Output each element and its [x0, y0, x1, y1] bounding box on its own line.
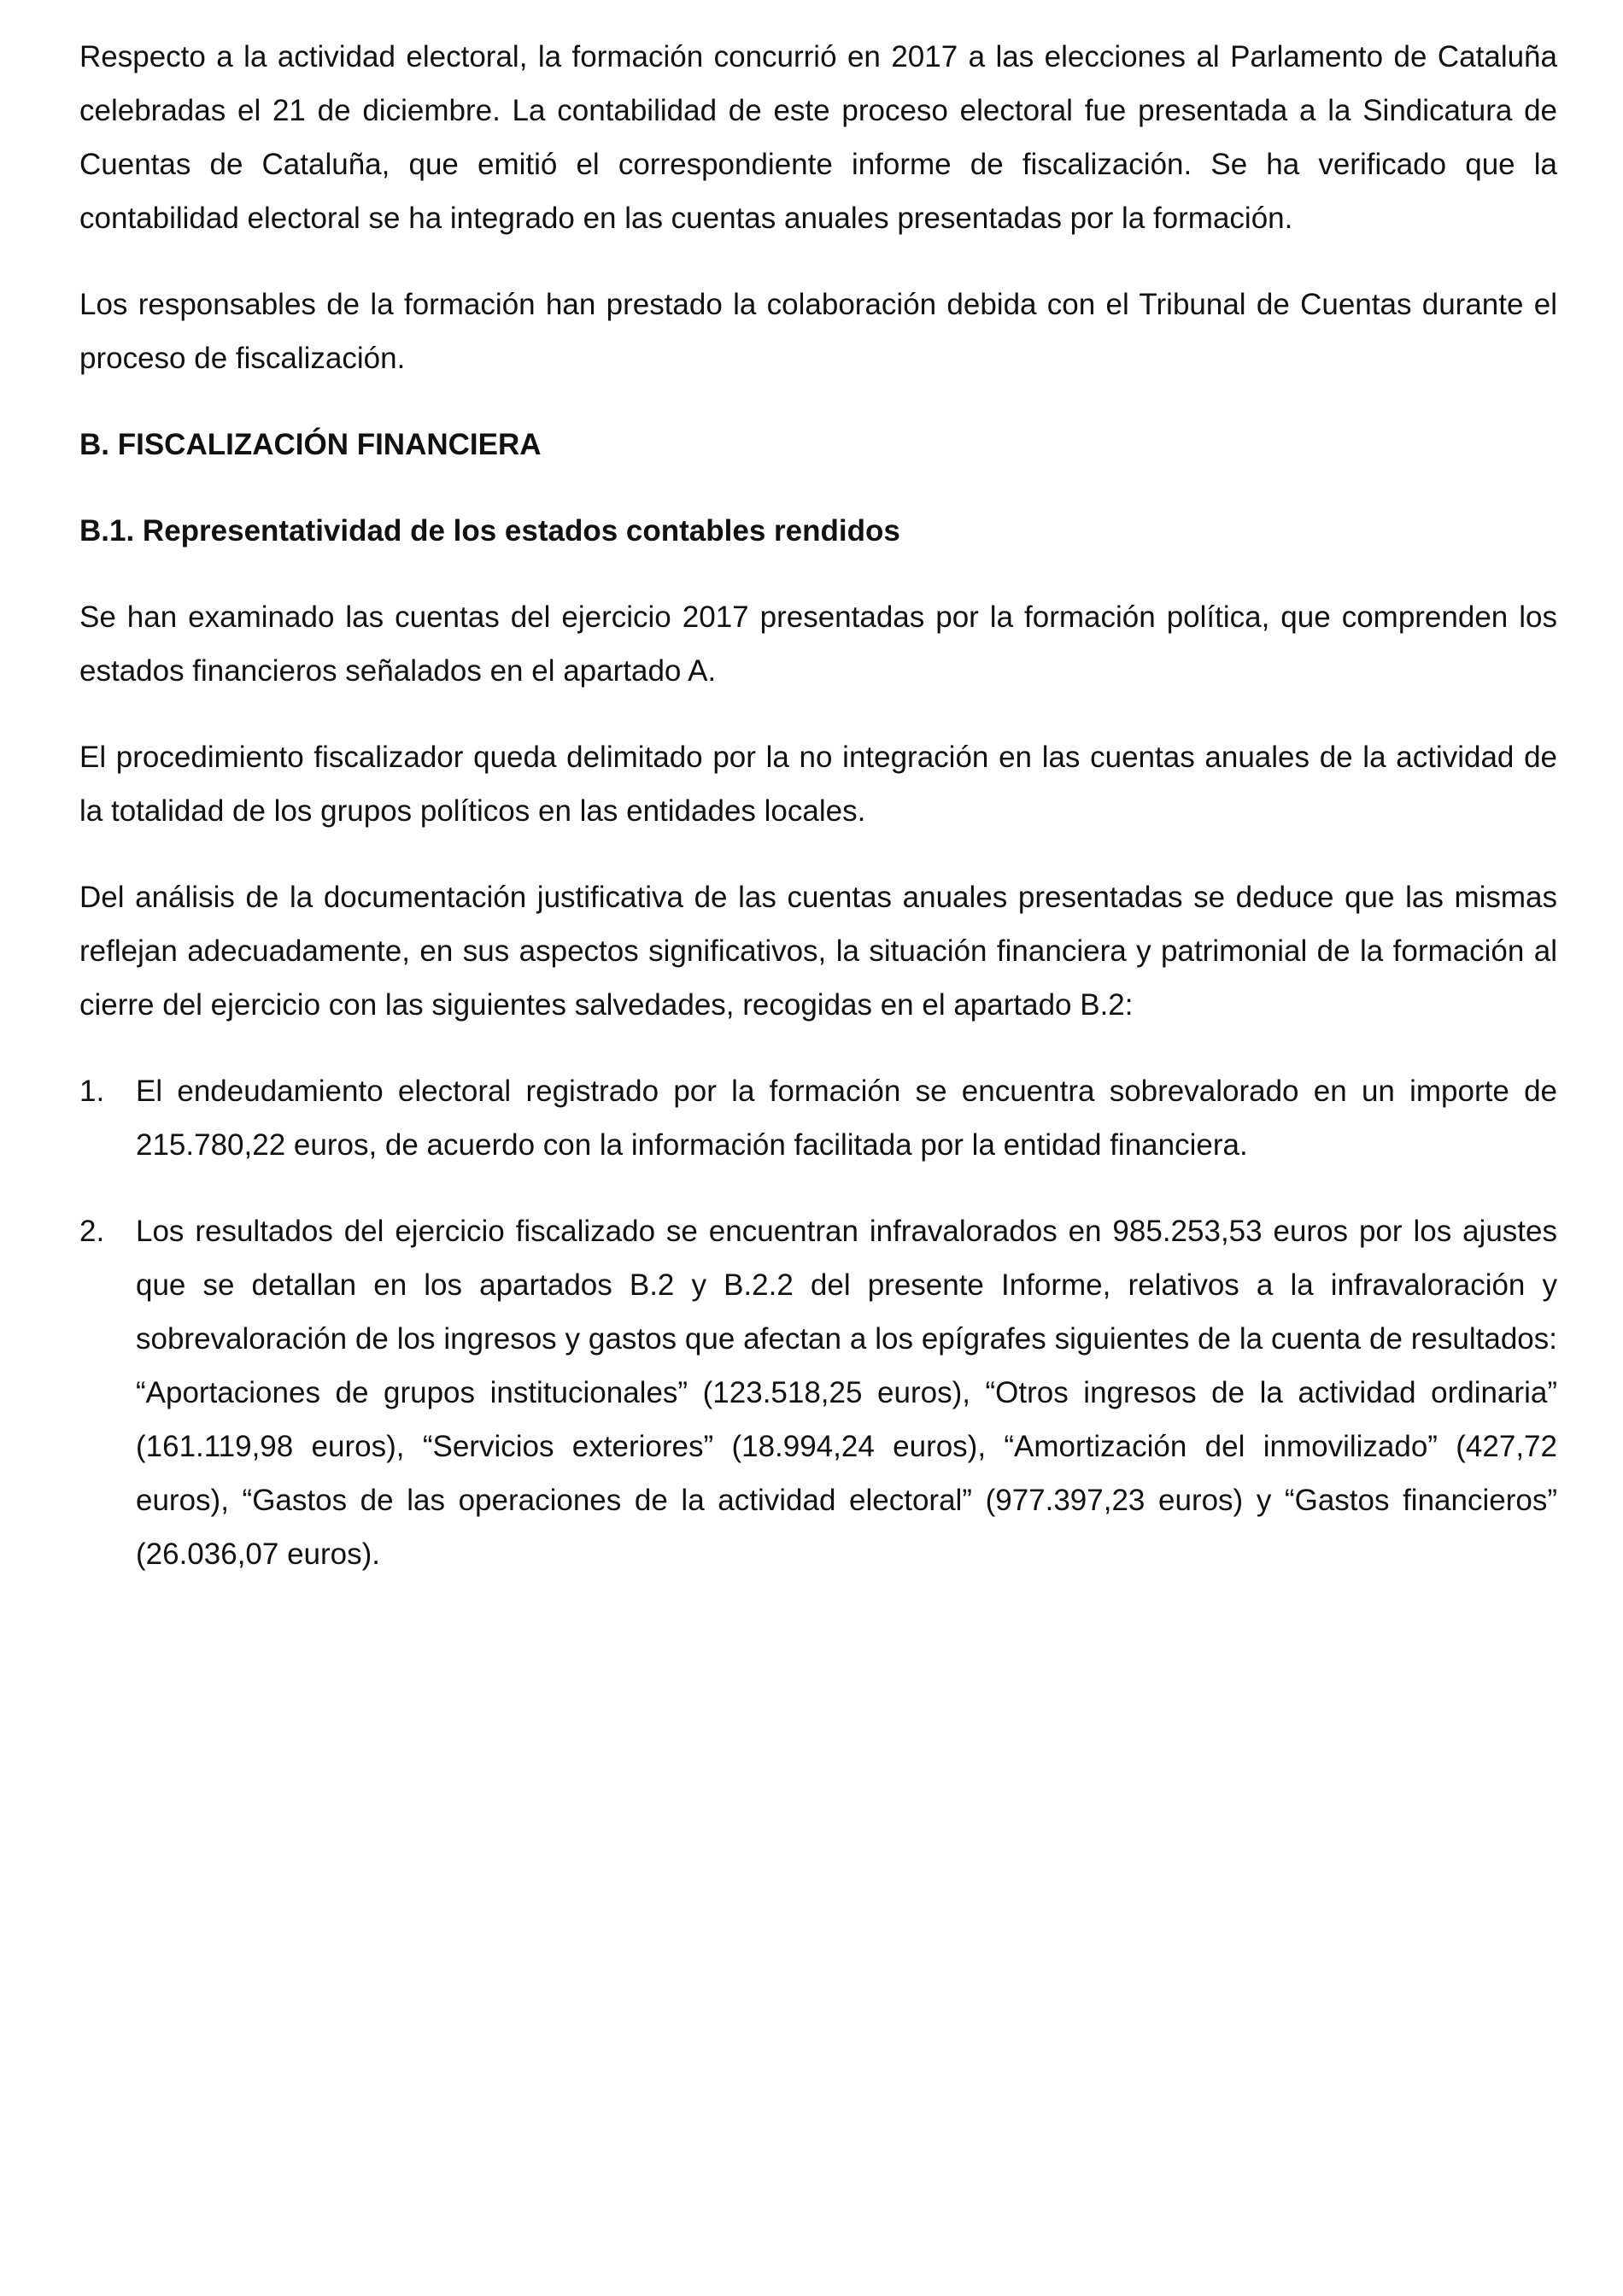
list-item-number: 2.: [79, 1215, 105, 1248]
paragraph-accounts-examined: Se han examinado las cuentas del ejercicio 2017 presentadas por la formación política, que comprenden los estados financieros señalados en el apartado A.: [79, 600, 1557, 688]
list-item: [79, 1204, 1557, 1581]
paragraph-procedure-scope: El procedimiento fiscalizador queda delimitado por la no integración en las cuentas anuales de la actividad de la totalidad de los grupos políticos en las entidades locales.: [79, 741, 1557, 828]
paragraph-analysis-conclusion: Del análisis de la documentación justificativa de las cuentas anuales presentadas se deduce que las mismas reflejan adecuadamente, en sus aspectos significativos, la situación financiera y patrimonial de la formación al cierre del ejercicio con las siguientes salvedades, recogidas en el apartado B.2:: [79, 881, 1557, 1022]
qualifications-list: [79, 1064, 1557, 1581]
paragraph-electoral-activity: Respecto a la actividad electoral, la formación concurrió en 2017 a las elecciones al Parlamento de Cataluña celebradas el 21 de diciembre. La contabilidad de este proceso electoral fue presentada a la Sindicatura de Cuentas de Cataluña, que emitió el correspondiente informe de fiscalización. Se ha verificado que la contabilidad electoral se ha integrado en las cuentas anuales presentadas por la formación.: [79, 40, 1557, 235]
document-body: [79, 30, 1557, 1581]
section-heading-b: B. FISCALIZACIÓN FINANCIERA: [79, 428, 542, 461]
paragraph-collaboration: Los responsables de la formación han prestado la colaboración debida con el Tribunal de Cuentas durante el proceso de fiscalización.: [79, 288, 1557, 375]
list-item-text: Los resultados del ejercicio fiscalizado se encuentran infravalorados en 985.253,53 euros por los ajustes que se detallan en los apartados B.2 y B.2.2 del presente Informe, relativos a la infravaloración y sobrevaloración de los ingresos y gastos que afectan a los epígrafes siguientes de la cuenta de resultados: “Aportaciones de grupos institucionales” (123.518,25 euros), “Otros ingresos de la actividad ordinaria” (161.119,98 euros), “Servicios exteriores” (18.994,24 euros), “Amortización del inmovilizado” (427,72 euros), “Gastos de las operaciones de la actividad electoral” (977.397,23 euros) y “Gastos financieros” (26.036,07 euros).: [136, 1215, 1557, 1571]
list-item-text: El endeudamiento electoral registrado por la formación se encuentra sobrevalorado en un importe de 215.780,22 euros, de acuerdo con la información facilitada por la entidad financiera.: [136, 1075, 1557, 1162]
list-item: [79, 1064, 1557, 1172]
subsection-heading-b1: B.1. Representatividad de los estados contables rendidos: [79, 514, 900, 548]
list-item-number: 1.: [79, 1075, 105, 1108]
